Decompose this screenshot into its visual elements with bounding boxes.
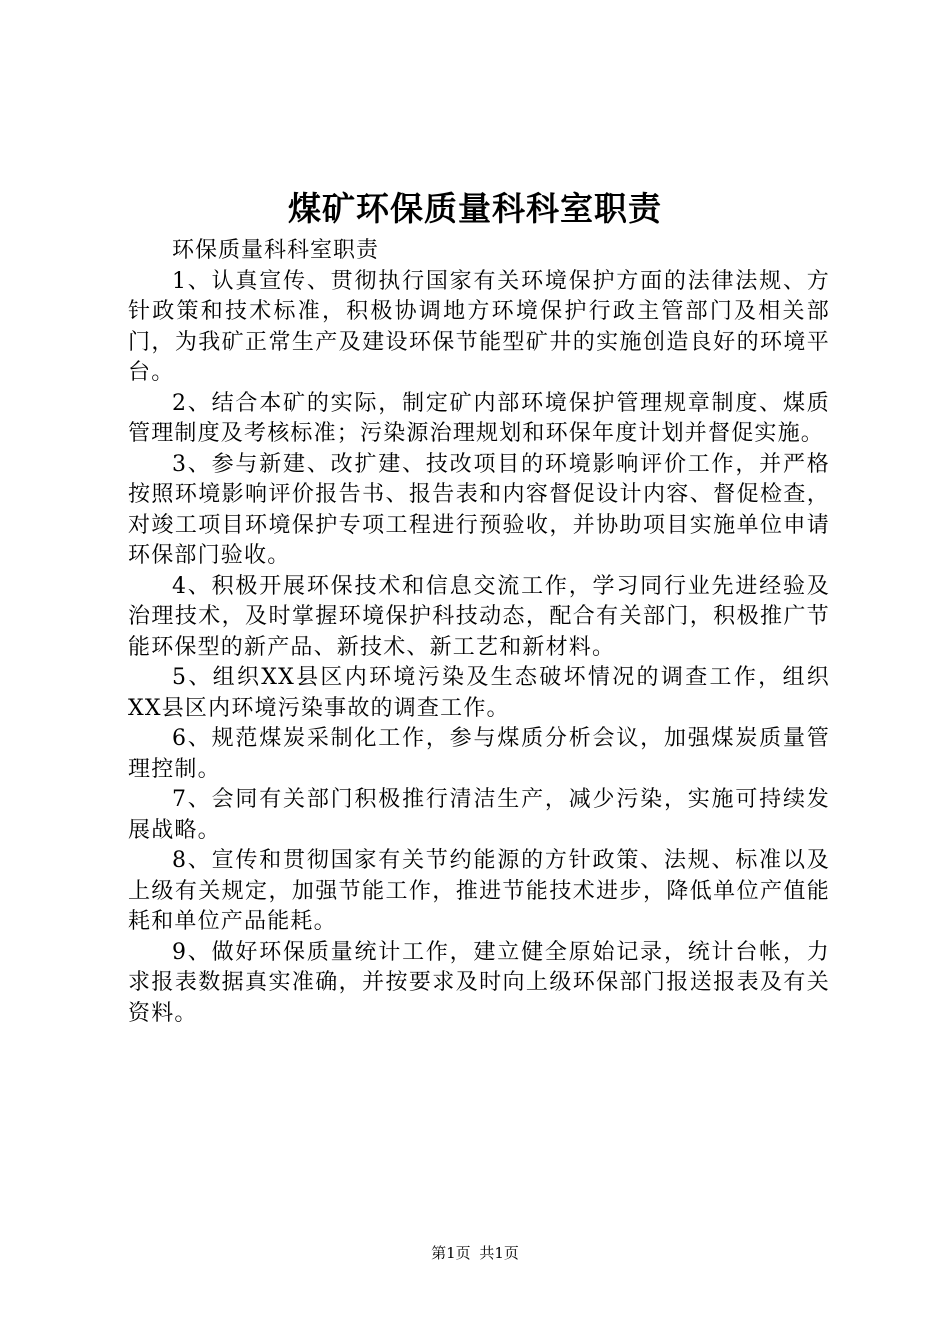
page-footer <box>0 1243 950 1263</box>
duty-item-1: 1、认真宣传、贯彻执行国家有关环境保护方面的法律法规、方针政策和技术标准，积极协调地方环境保护行政主管部门及相关部门，为我矿正常生产及建设环保节能型矿井的实施创造良好的环境平台。 <box>128 268 830 385</box>
duty-item-2: 2、结合本矿的实际，制定矿内部环境保护管理规章制度、煤质管理制度及考核标准；污染源治理规划和环保年度计划并督促实施。 <box>128 390 830 446</box>
duty-item-8: 8、宣传和贯彻国家有关节约能源的方针政策、法规、标准以及上级有关规定，加强节能工作，推进节能技术进步，降低单位产值能耗和单位产品能耗。 <box>128 848 830 934</box>
duty-item-7: 7、会同有关部门积极推行清洁生产，减少污染，实施可持续发展战略。 <box>128 787 830 843</box>
document-body <box>128 236 830 1029</box>
duty-item-5: 5、组织XX县区内环境污染及生态破坏情况的调查工作，组织XX县区内环境污染事故的调查工作。 <box>128 665 830 721</box>
page-number: 第1页 <box>431 1244 471 1262</box>
duty-item-4: 4、积极开展环保技术和信息交流工作，学习同行业先进经验及治理技术，及时掌握环境保护科技动态，配合有关部门，积极推广节能环保型的新产品、新技术、新工艺和新材料。 <box>128 573 830 660</box>
page-total: 共1页 <box>479 1244 519 1262</box>
document-title: 煤矿环保质量科科室职责 <box>288 189 662 228</box>
duty-item-6: 6、规范煤炭采制化工作，参与煤质分析会议，加强煤炭质量管理控制。 <box>128 726 830 782</box>
duty-item-9: 9、做好环保质量统计工作，建立健全原始记录，统计台帐，力求报表数据真实准确，并按要求及时向上级环保部门报送报表及有关资料。 <box>128 939 830 1026</box>
section-subtitle: 环保质量科科室职责 <box>172 238 380 263</box>
duty-item-3: 3、参与新建、改扩建、技改项目的环境影响评价工作，并严格按照环境影响评价报告书、报告表和内容督促设计内容、督促检查，对竣工项目环境保护专项工程进行预验收，并协助项目实施单位申请环保部门验收。 <box>128 451 830 568</box>
